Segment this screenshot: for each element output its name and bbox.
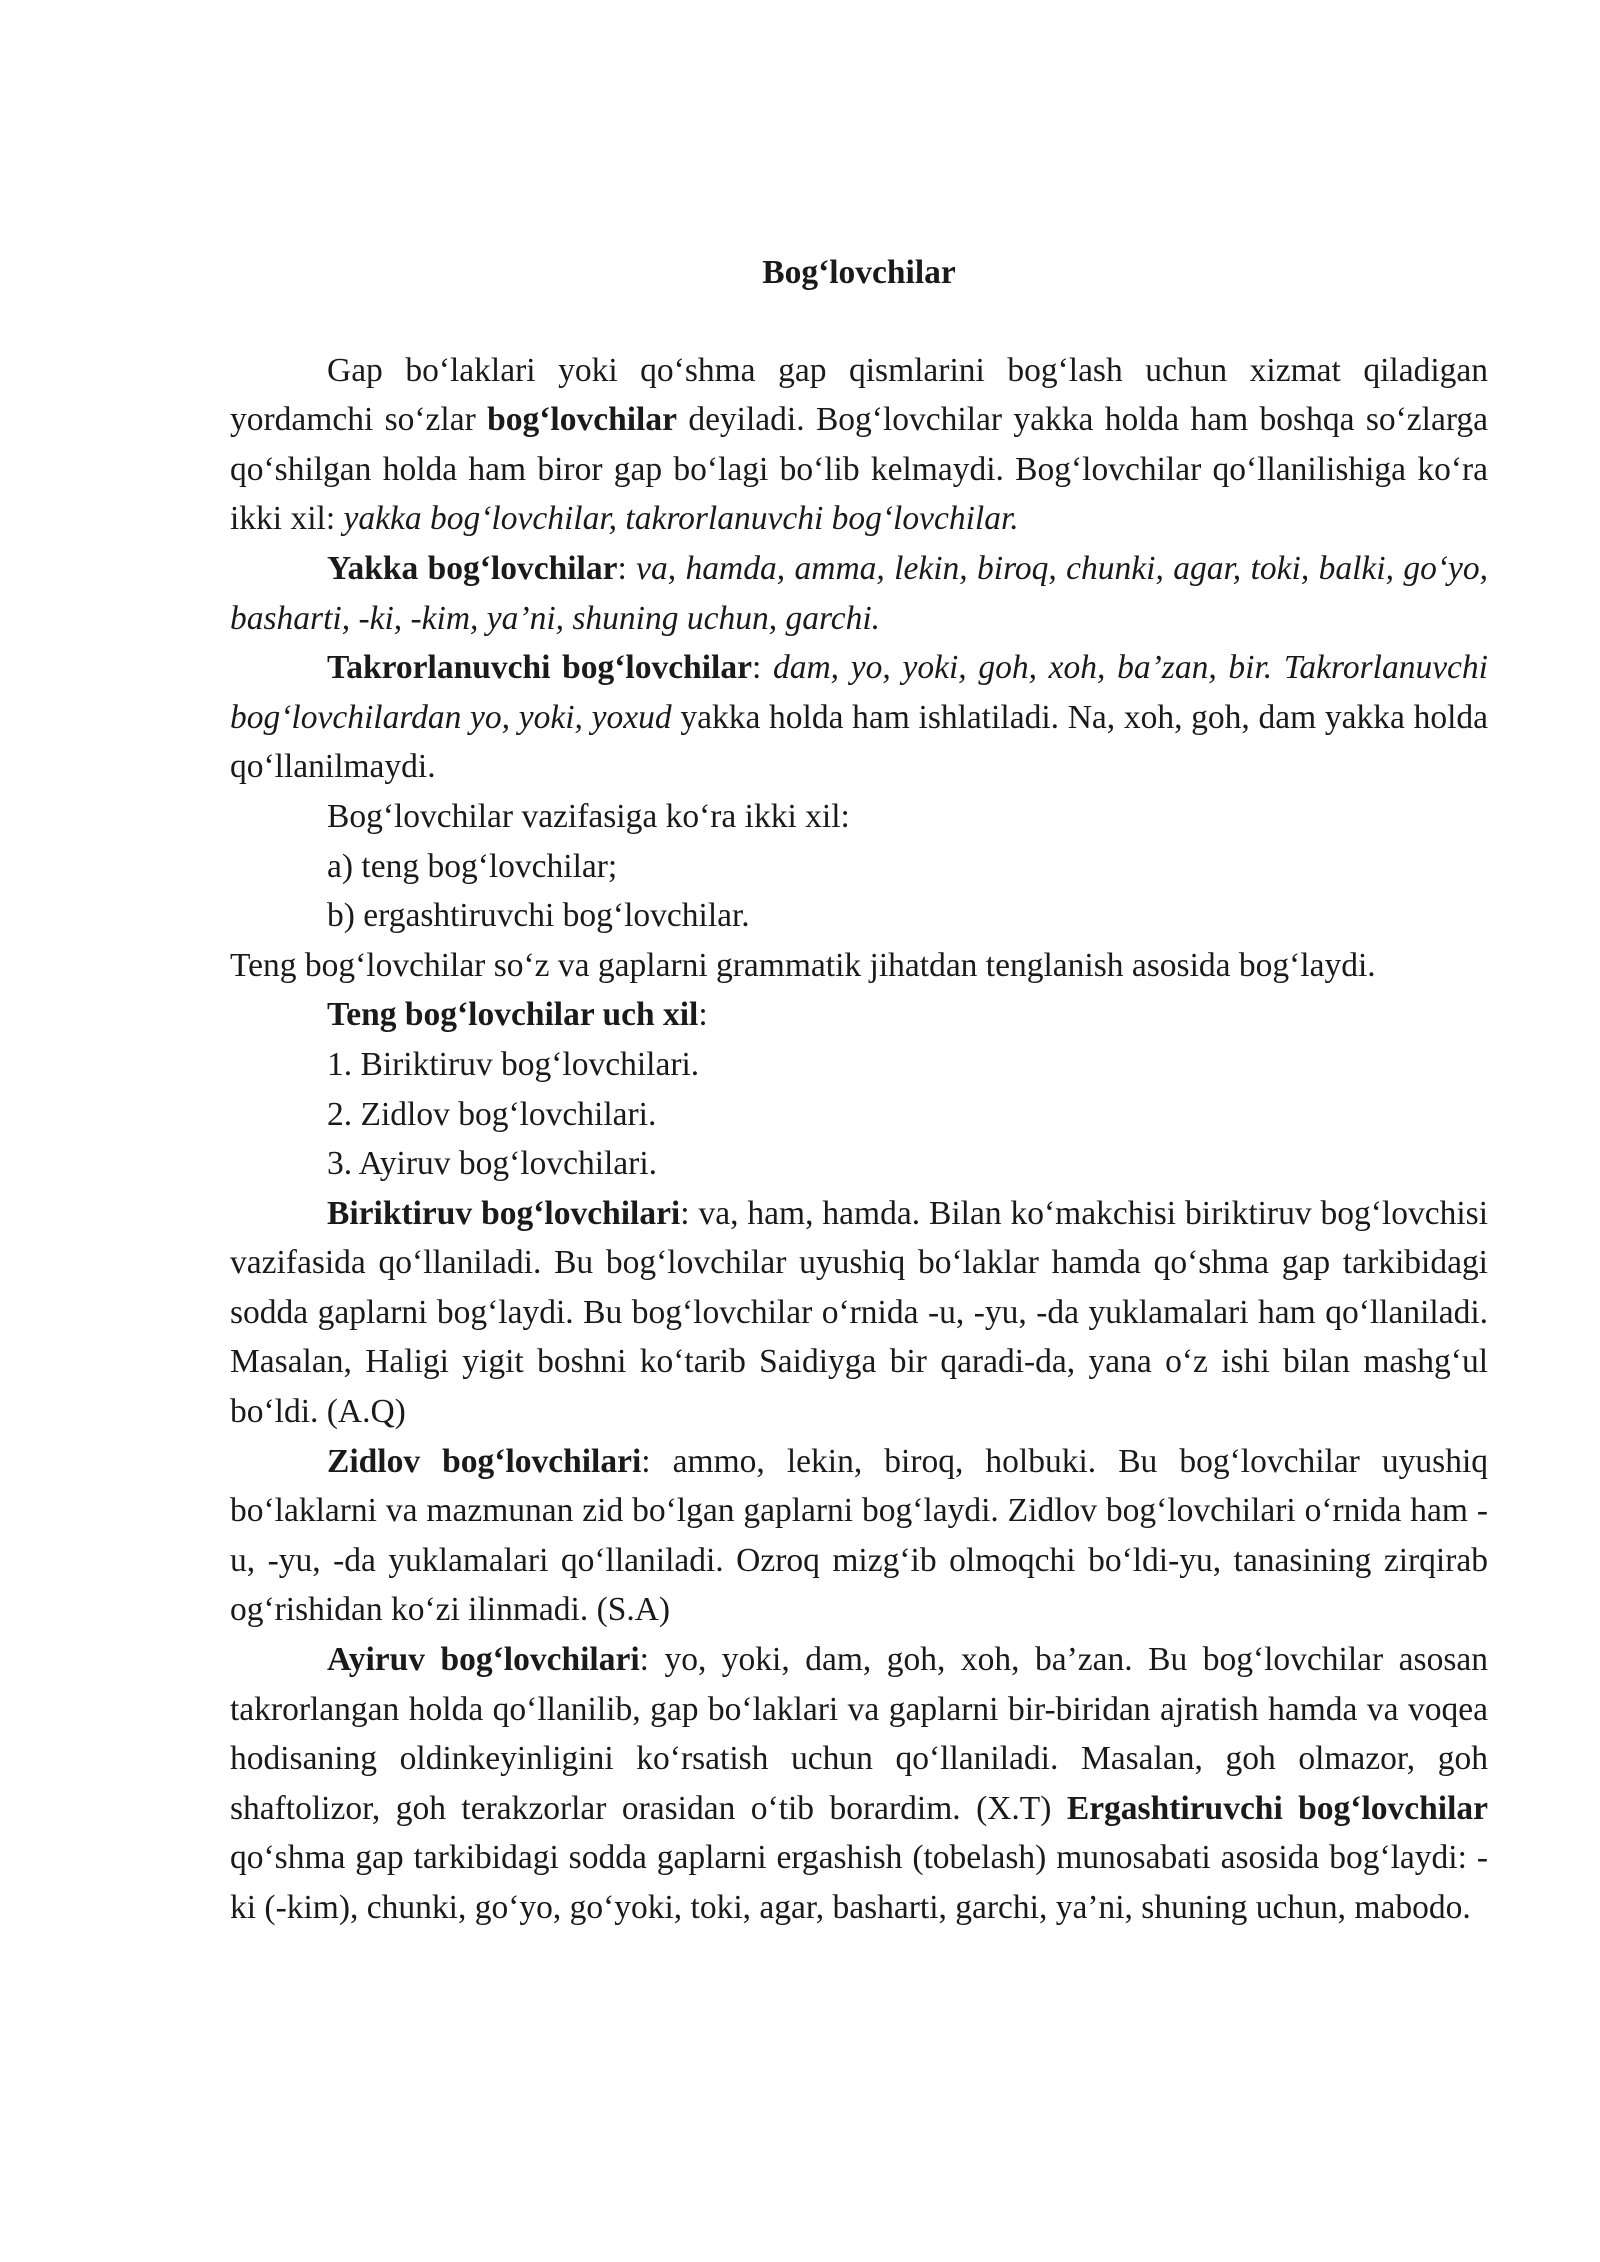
- paragraph-disjunctive: [230, 1635, 1488, 1933]
- text: yakka holda ham ishlatiladi. Na, xoh, goh, dam yakka holda qo‘llanilmaydi.: [230, 698, 1488, 786]
- list-item: 2. Zidlov bog‘lovchilari.: [327, 1095, 657, 1133]
- text: :: [698, 996, 708, 1034]
- paragraph-repeating-conjunctions: [230, 643, 1488, 792]
- paragraph-definition: [230, 346, 1488, 544]
- paragraph-equal-conjunctions: Teng bog‘lovchilar so‘z va gaplarni grammatik jihatdan tenglanish asosida bog‘laydi.: [230, 946, 1376, 984]
- paragraph-three-types: [230, 990, 1488, 1040]
- text: : ammo, lekin, biroq, holbuki. Bu bog‘lovchilar uyushiq bo‘laklarni va mazmunan zid bo‘lgan gaplarni bog‘laydi. Zidlov bog‘lovchilari o‘rnida ham -u, -yu, -da yuklamalari qo‘llaniladi. Ozroq mizg‘ib olmoqchi bo‘ldi-yu, tanasining zirqirab og‘rishidan ko‘zi ilinmadi. (S.A): [230, 1442, 1488, 1629]
- italic-text: dam, yo, yoki, goh, xoh, ba’zan, bir. Takrorlanuvchi bog‘lovchilardan yo, yoki, yoxud: [230, 649, 1488, 736]
- text: :: [751, 649, 773, 687]
- paragraph-adversative: [230, 1437, 1488, 1635]
- italic-text: yakka bog‘lovchilar, takrorlanuvchi bog‘lovchilar.: [343, 500, 1019, 538]
- document-page: [230, 248, 1488, 1933]
- text: deyiladi. Bog‘lovchilar yakka holda ham boshqa so‘zlarga qo‘shilgan holda ham biror gap bo‘lagi bo‘lib kelmaydi. Bog‘lovchilar qo‘llanilishiga ko‘ra ikki xil:: [230, 401, 1488, 538]
- page-title: Bog‘lovchilar: [762, 254, 956, 291]
- list-item: b) ergashtiruvchi bog‘lovchilar.: [327, 897, 750, 935]
- list-item: a) teng bog‘lovchilar;: [327, 847, 618, 885]
- bold-term: Ayiruv bog‘lovchilari: [327, 1641, 640, 1679]
- bold-term: Takrorlanuvchi bog‘lovchilar: [327, 649, 752, 687]
- text: Gap bo‘laklari yoki qo‘shma gap qismlarini bog‘lash uchun xizmat qiladigan yordamchi so‘zlar: [230, 351, 1488, 439]
- italic-text: va, hamda, amma, lekin, biroq, chunki, agar, toki, balki, go‘yo, basharti, -ki, -kim, ya’ni, shuning uchun, garchi.: [230, 549, 1488, 637]
- list-item: 1. Biriktiruv bog‘lovchilari.: [327, 1045, 700, 1083]
- bold-term: Yakka bog‘lovchilar: [327, 549, 618, 587]
- bold-term: Biriktiruv bog‘lovchilari: [327, 1194, 681, 1232]
- text: : yo, yoki, dam, goh, xoh, ba’zan. Bu bog‘lovchilar asosan takrorlangan holda qo‘llanilib, gap bo‘laklari va gaplarni bir-biridan ajratish hamda va voqea hodisaning oldinkeyinligini ko‘rsatish uchun qo‘llaniladi. Masalan, goh olmazor, goh shaftolizor, goh terakzorlar orasidan o‘tib borardim. (X.T): [230, 1641, 1488, 1827]
- list-item: 3. Ayiruv bog‘lovchilari.: [327, 1145, 658, 1183]
- paragraph-single-conjunctions: [230, 544, 1488, 643]
- paragraph-connective: [230, 1189, 1488, 1437]
- text: :: [617, 549, 637, 587]
- bold-term: Teng bog‘lovchilar uch xil: [327, 996, 699, 1034]
- paragraph-function-types: Bog‘lovchilar vazifasiga ko‘ra ikki xil:: [327, 797, 850, 835]
- bold-term: Zidlov bog‘lovchilari: [327, 1442, 642, 1480]
- bold-term: bog‘lovchilar: [487, 401, 677, 439]
- bold-term: Ergashtiruvchi bog‘lovchilar: [1066, 1789, 1488, 1827]
- text: : va, ham, hamda. Bilan ko‘makchisi biriktiruv bog‘lovchisi vazifasida qo‘llaniladi. Bu bog‘lovchilar uyushiq bo‘laklar hamda qo‘shma gap tarkibidagi sodda gaplarni bog‘laydi. Bu bog‘lovchilar o‘rnida -u, -yu, -da yuklamalari ham qo‘llaniladi. Masalan, Haligi yigit boshni ko‘tarib Saidiyga bir qaradi-da, yana o‘z ishi bilan mashg‘ul bo‘ldi. (A.Q): [230, 1194, 1488, 1431]
- text: qo‘shma gap tarkibidagi sodda gaplarni ergashish (tobelash) munosabati asosida bog‘laydi: -ki (-kim), chunki, go‘yo, go‘yoki, toki, agar, basharti, garchi, ya’ni, shuning uchun, mabodo.: [230, 1839, 1488, 1926]
